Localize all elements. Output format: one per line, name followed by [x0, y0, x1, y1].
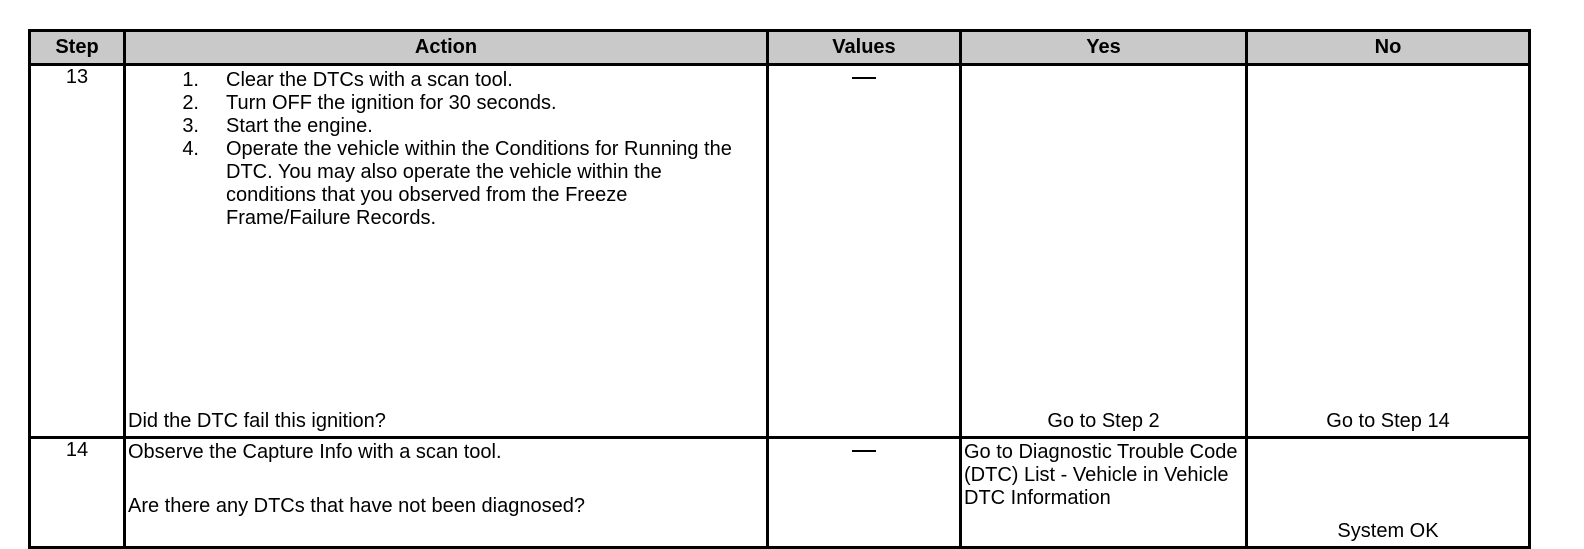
- action-question: Are there any DTCs that have not been diagnosed?: [128, 495, 585, 517]
- no-cell: [1247, 65, 1530, 438]
- yes-link[interactable]: Go to Step 2: [1047, 410, 1160, 432]
- header-no: No: [1247, 31, 1530, 65]
- header-step: Step: [30, 31, 125, 65]
- values-dash: [852, 450, 876, 452]
- step-text: Turn OFF the ignition for 30 seconds.: [226, 92, 557, 114]
- step-text: Operate the vehicle within the Conditions for Running the DTC. You may also operate the vehicle within the conditions that you observed from the Freeze Frame/Failure Records.: [226, 138, 732, 229]
- no-cell: [1247, 438, 1530, 548]
- yes-cell: [961, 438, 1247, 548]
- values-dash: [852, 77, 876, 79]
- diagnostic-table: [28, 29, 1531, 549]
- action-step: [126, 138, 756, 230]
- step-number: 14: [30, 438, 125, 548]
- step-number: 13: [30, 65, 125, 438]
- no-link[interactable]: Go to Step 14: [1326, 410, 1450, 432]
- values-cell: [768, 438, 961, 548]
- action-cell: [125, 65, 768, 438]
- action-cell: [125, 438, 768, 548]
- yes-cell: [961, 65, 1247, 438]
- header-action: Action: [125, 31, 768, 65]
- action-steps-list: [126, 69, 756, 230]
- step-index: 3.: [182, 115, 199, 137]
- step-text: Start the engine.: [226, 115, 373, 137]
- step-index: 1.: [182, 69, 199, 91]
- yes-link[interactable]: Go to Diagnostic Trouble Code (DTC) List - Vehicle in Vehicle DTC Information: [964, 441, 1238, 509]
- header-values: Values: [768, 31, 961, 65]
- table-row: [30, 438, 1530, 548]
- header-yes: Yes: [961, 31, 1247, 65]
- no-link[interactable]: System OK: [1337, 520, 1439, 542]
- header-row: [30, 31, 1530, 65]
- step-text: Clear the DTCs with a scan tool.: [226, 69, 513, 91]
- values-cell: [768, 65, 961, 438]
- step-index: 2.: [182, 92, 199, 114]
- action-step: [126, 92, 756, 115]
- table-row: [30, 65, 1530, 438]
- step-index: 4.: [182, 138, 199, 160]
- action-question: Did the DTC fail this ignition?: [128, 410, 386, 432]
- action-step: [126, 69, 756, 92]
- action-instruction: Observe the Capture Info with a scan tool.: [128, 441, 502, 463]
- action-step: [126, 115, 756, 138]
